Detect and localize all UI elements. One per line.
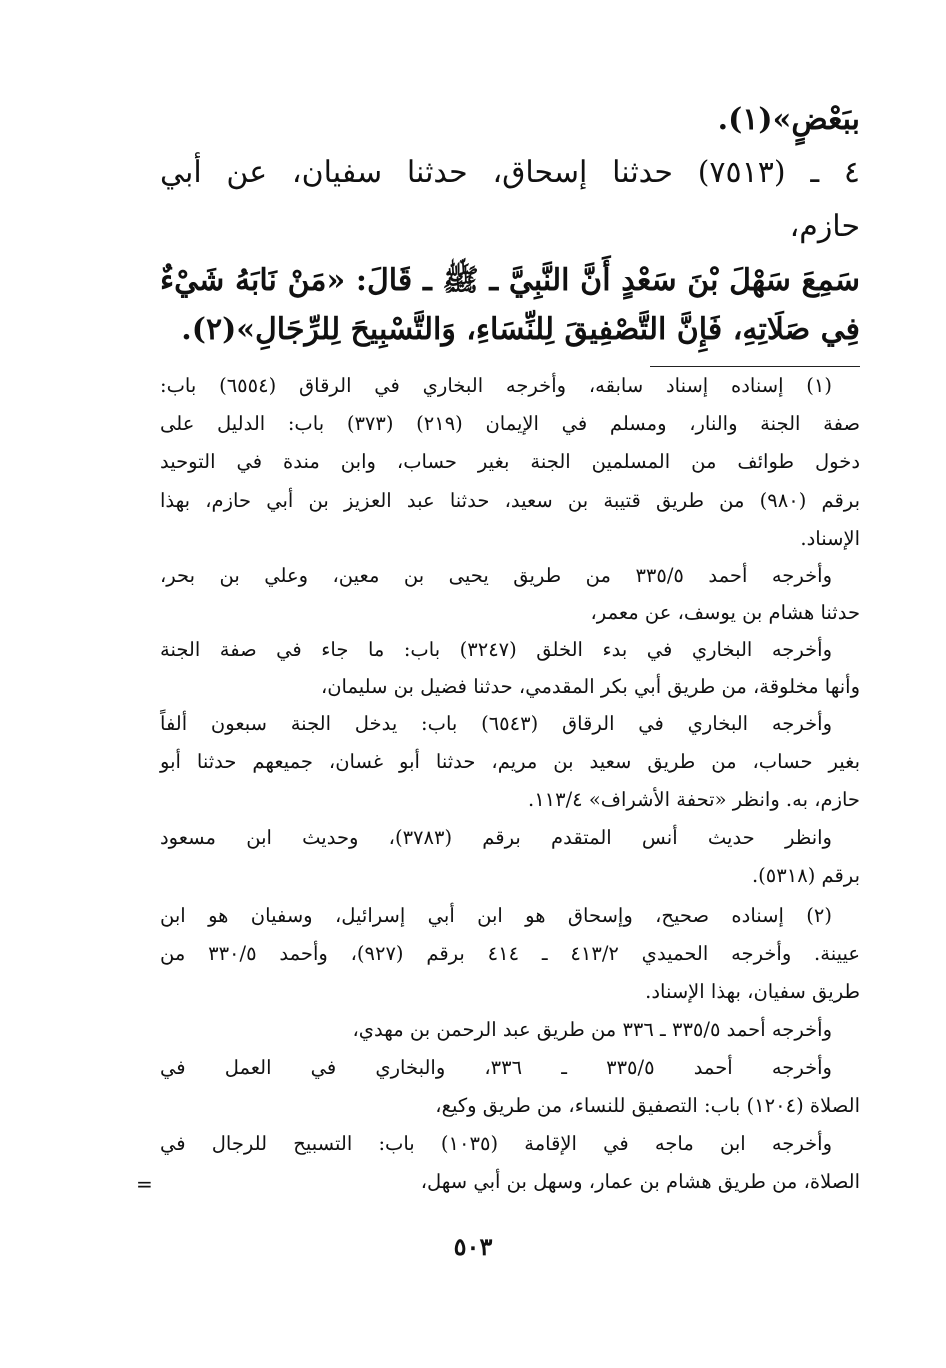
footnote-line: الإسناد. [800, 527, 860, 550]
footnote-line: وأنها مخلوقة، من طريق أبي بكر المقدمي، حدثنا فضيل بن سليمان، [320, 675, 860, 698]
main-text-line-1: ببَعْضٍ»(١). [717, 102, 860, 137]
footnote-line: وأخرجه أحمد ٣٣٥/٥ ـ ٣٣٦، والبخاري في العمل في [160, 1056, 832, 1079]
footnote-line: وأخرجه البخاري في بدء الخلق (٣٢٤٧) باب: ما جاء في صفة الجنة [160, 638, 832, 661]
footnote-line: حازم، به. وانظر «تحفة الأشراف» ١١٣/٤. [527, 788, 860, 811]
footnote-line: الصلاة، من طريق هشام بن عمار، وسهل بن أبي سهل، [420, 1170, 860, 1193]
footnote-line: وانظر حديث أنس المتقدم برقم (٣٧٨٣)، وحديث ابن مسعود [160, 826, 832, 849]
main-text-line-3: حازم، [789, 209, 860, 244]
page-number: ٥٠٣ [453, 1232, 493, 1261]
footnote-line: عيينة. وأخرجه الحميدي ٤١٣/٢ ـ ٤١٤ برقم (٩٢٧)، وأحمد ٣٣٠/٥ من [160, 942, 860, 965]
hadith-text-line-2: فِي صَلَاتِهِ، فَإِنَّ التَّصْفِيقَ لِلنِّسَاءِ، وَالتَّسْبِيحَ لِلرِّجَالِ»(٢). [181, 312, 860, 347]
footnote-line: وأخرجه ابن ماجه في الإقامة (١٠٣٥) باب: التسبيح للرجال في [160, 1132, 833, 1155]
footnote-line: طريق سفيان، بهذا الإسناد. [645, 980, 860, 1003]
footnote-line: وأخرجه أحمد ٣٣٥/٥ ـ ٣٣٦ من طريق عبد الرحمن بن مهدي، [352, 1018, 832, 1041]
footnote-line: الصلاة (١٢٠٤) باب: التصفيق للنساء، من طريق وكيع، [435, 1094, 860, 1117]
hadith-number-line: ٤ ـ (٧٥١٣) حدثنا إسحاق، حدثنا سفيان، عن أبي [160, 155, 860, 190]
footnote-line: وأخرجه البخاري في الرقاق (٦٥٤٣) باب: يدخل الجنة سبعون ألفاً [160, 712, 832, 735]
hadith-text-line-1: سَمِعَ سَهْلَ بْنَ سَعْدٍ أَنَّ النَّبِيَّ ـ ﷺ ـ قَالَ: «مَنْ نَابَهُ شَيْءٌ [160, 263, 860, 298]
footnote-line: برقم (٩٨٠) من طريق قتيبة بن سعيد، حدثنا عبد العزيز بن أبي حازم، بهذا [160, 489, 860, 512]
footnote-line: حدثنا هشام بن يوسف، عن معمر، [590, 601, 860, 624]
footnote-line: بغير حساب، من طريق سعيد بن مريم، حدثنا أبو غسان، جميعهم حدثنا أبو [160, 750, 860, 773]
footnote-line: صفة الجنة والنار، ومسلم في الإيمان (٢١٩) (٣٧٣) باب: الدليل على [160, 412, 861, 435]
footnote-separator [650, 366, 860, 367]
footnote-line: دخول طوائف من المسلمين الجنة بغير حساب، وابن مندة في التوحيد [160, 450, 860, 473]
footnote-line: (٢) إسناده صحيح، وإسحاق هو ابن أبي إسرائيل، وسفيان هو ابن [160, 904, 832, 927]
continuation-mark: = [136, 1172, 153, 1196]
footnote-line: وأخرجه أحمد ٣٣٥/٥ من طريق يحيى بن معين، وعلي بن بحر، [160, 564, 832, 587]
footnote-line: (١) إسناده إسناد سابقه، وأخرجه البخاري في الرقاق (٦٥٥٤) باب: [160, 374, 832, 397]
footnote-line: برقم (٥٣١٨). [751, 864, 860, 887]
